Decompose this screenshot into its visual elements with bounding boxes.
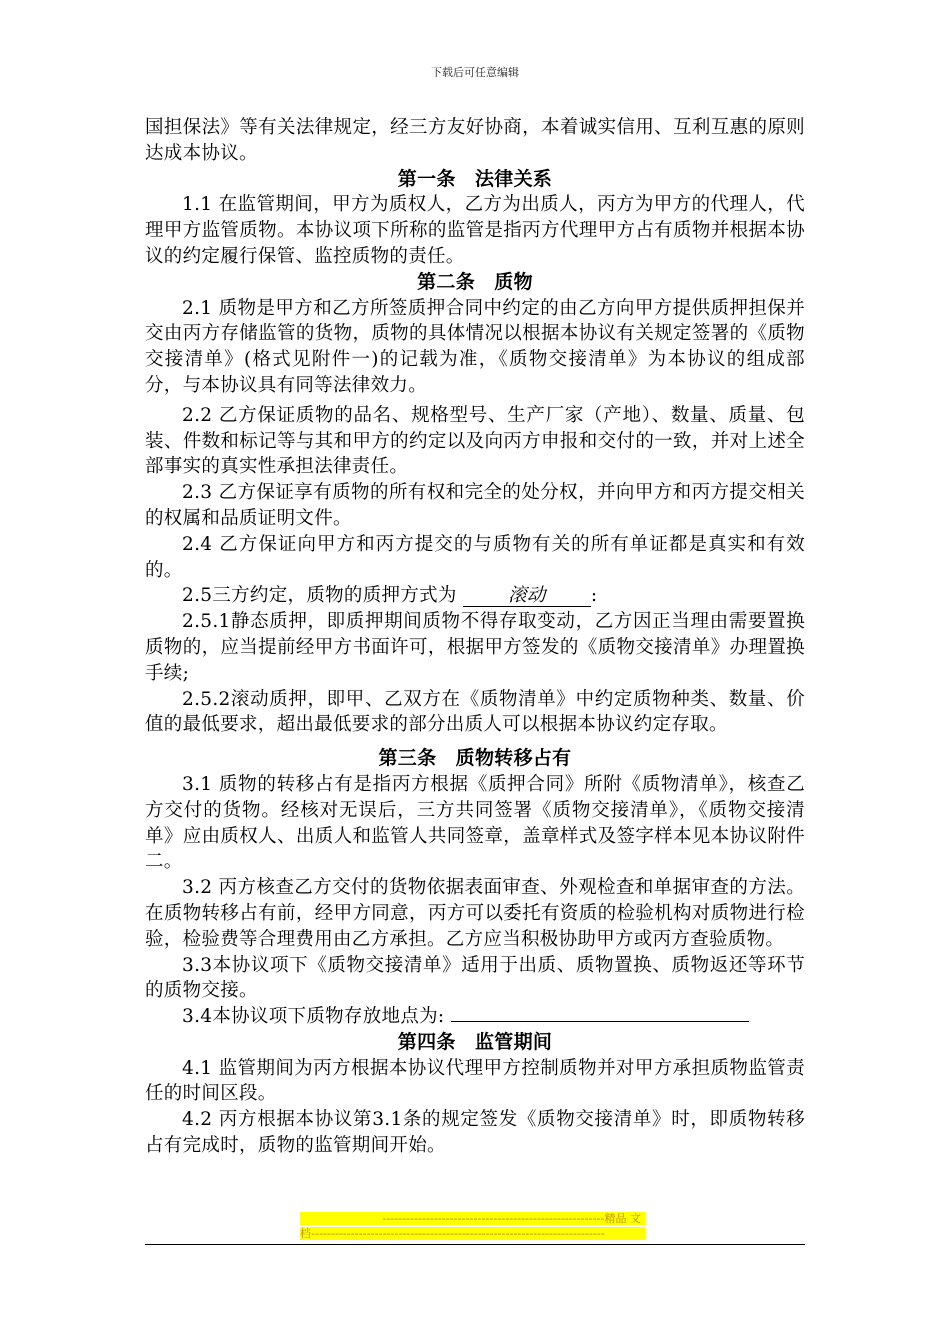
footer-watermark-line-2: 档-------------------------------------------------------------------------- xyxy=(300,1227,645,1240)
clause-2-3: 2.3 乙方保证享有质物的所有权和完全的处分权，并向甲方和丙方提交相关的权属和品质证明文件。 xyxy=(145,482,805,529)
clause-2-5 xyxy=(145,583,805,609)
clause-3-4 xyxy=(145,1004,805,1030)
clause-2-5-suffix: : xyxy=(590,585,598,607)
clause-2-2: 2.2 乙方保证质物的品名、规格型号、生产厂家（产地）、数量、质量、包装、件数和标记等与其和甲方的约定以及向丙方申报和交付的一致，并对上述全部事实的真实性承担法律责任。 xyxy=(145,404,805,478)
article-1-title: 第一条 法律关系 xyxy=(397,167,553,190)
clause-3-1: 3.1 质物的转移占有是指丙方根据《质押合同》所附《质物清单》，核查乙方交付的货物。经核对无误后，三方共同签署《质物交接清单》，《质物交接清单》应由质权人、出质人和监管人共同签章，盖章样式及签字样本见本协议附件二。 xyxy=(145,773,805,873)
article-3-title: 第三条 质物转移占有 xyxy=(378,747,572,770)
clause-2-1: 2.1 质物是甲方和乙方所签质押合同中约定的由乙方向甲方提供质押担保并交由丙方存储监管的货物，质物的具体情况以根据本协议有关规定签署的《质物交接清单》(格式见附件一)的记载为准，《质物交接清单》为本协议的组成部分，与本协议具有同等法律效力。 xyxy=(145,297,805,396)
article-4-title: 第四条 监管期间 xyxy=(397,1030,553,1053)
clause-2-4: 2.4 乙方保证向甲方和丙方提交的与质物有关的所有单证都是真实和有效的。 xyxy=(145,533,805,581)
clause-2-5-1: 2.5.1静态质押，即质押期间质物不得存取变动，乙方因正当理由需要置换质物的，应当提前经甲方书面许可，根据甲方签发的《质物交接清单》办理置换手续; xyxy=(145,611,805,684)
clause-3-4-text: 3.4本协议项下质物存放地点为: xyxy=(182,1006,445,1028)
intro-paragraph: 国担保法》等有关法律规定，经三方友好协商，本着诚实信用、互利互惠的原则达成本协议。 xyxy=(145,117,805,164)
clause-1-1: 1.1 在监管期间，甲方为质权人，乙方为出质人，丙方为甲方的代理人，代理甲方监管质物。本协议项下所称的监管是指丙方代理甲方占有质物并根据本协议的约定履行保管、监控质物的责任。 xyxy=(145,194,805,267)
clause-2-5-2: 2.5.2滚动质押，即甲、乙双方在《质物清单》中约定质物种类、数量、价值的最低要求，超出最低要求的部分出质人可以根据本协议约定存取。 xyxy=(145,688,805,736)
storage-location-field[interactable] xyxy=(451,1021,749,1022)
article-2-title: 第二条 质物 xyxy=(417,270,533,293)
clause-2-5-text: 2.5三方约定，质物的质押方式为 xyxy=(182,585,457,607)
clause-4-2: 4.2 丙方根据本协议第3.1条的规定签发《质物交接清单》时，即质物转移占有完成时，质物的监管期间开始。 xyxy=(145,1109,805,1157)
document-body xyxy=(145,115,805,1159)
footer-divider xyxy=(145,1244,805,1245)
footer-watermark-line-1: --------------------------------------------------------精品 文 xyxy=(300,1212,645,1225)
clause-3-2: 3.2 丙方核查乙方交付的货物依据表面审查、外观检查和单据审查的方法。在质物转移占有前，经甲方同意，丙方可以委托有资质的检验机构对质物进行检验，检验费等合理费用由乙方承担。乙方应当积极协助甲方或丙方查验质物。 xyxy=(145,877,805,950)
pledge-method-field[interactable]: 滚动 xyxy=(463,586,591,607)
clause-4-1: 4.1 监管期间为丙方根据本协议代理甲方控制质物并对甲方承担质物监管责任的时间区段。 xyxy=(145,1057,805,1105)
page-header: 下载后可任意编辑 xyxy=(431,66,519,79)
clause-3-3: 3.3本协议项下《质物交接清单》适用于出质、质物置换、质物返还等环节的质物交接。 xyxy=(145,954,805,1002)
